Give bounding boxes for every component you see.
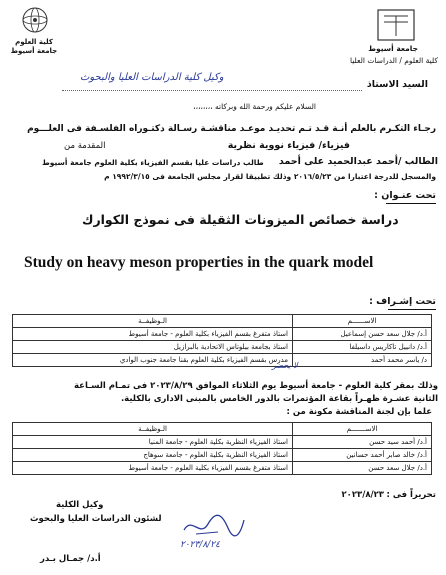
table-row [13,341,432,354]
student-desc: طالب دراسات عليا بقسم الفيزياء بكلية العلوم جامعة أسيوط [42,158,264,167]
english-title: Study on heavy meson properties in the quark model [24,254,374,271]
supervision-col-name: الاســــــم [293,315,432,328]
addressee-handwritten: وكيل كلية الدراسات العليا والبحوث [80,72,224,83]
department-line: كلية العلوم / الدراسات العليا [349,56,438,65]
seal-left-text: كلية العلوم جامعة أسيوط [10,38,58,55]
registration-line: والمسجل للدرجة اعتبارا من ٢٠١٦/٥/٢٣ وذلك تطبيقا لقرار مجلس الجامعة فى ١٩٩٢/٣/١٥ م [104,172,436,181]
member-job: استاذ متفرغ بقسم الفيزياء بكلية العلوم - جامعة أسيوط [13,462,293,475]
member-name: أ.د/ أحمد سيد حسن [293,436,432,449]
member-job: استاذ الفيزياء النظرية بكلية العلوم - جامعة سوهاج [13,449,293,462]
body-line1: رجـاء التكـرم بالعلم أنـة قـد تـم تحديـد موعـد مناقشـة رسـالة دكتـوراه الفلسـفة فى العلـــوم [27,124,436,134]
arabic-title: دراسة خصائص الميزونات الثقيلة فى نموذج الكوارك [82,212,399,227]
schedule-line1: وذلك بمقر كلية العلوم - جامعة أسيوط يوم الثلاثاء الموافق ٢٠٢٣/٨/٢٩ فى تمـام السـاعة [74,381,438,391]
title-underline [386,203,436,204]
committee-col-job: الـوظيفــة [13,423,293,436]
committee-label: علما بإن لجنة المناقشة مكونة من : [286,407,432,417]
seal-right-text: جامعة أسيوط [368,44,418,53]
title-label: تحت عنـوان : [374,190,436,201]
greeting: السلام عليكم ورحمة الله وبركاته ،،،،،،،، [193,102,316,111]
member-job: استاذ الفيزياء النظرية بكلية العلوم - جامعة المنيا [13,436,293,449]
supervisor-name: أ.د/ دانييل تاكاريس داسيلفا [293,341,432,354]
supervisor-name: أ.د/ جلال سعد حسن إسماعيل [293,328,432,341]
addressee-label: السيد الاستاذ [366,79,428,90]
supervisor-job: مدرس بقسم الفيزياء بكلية العلوم بقنا جامعة جنوب الوادي [13,354,293,367]
supervisor-name-text: د/ ياسر محمد أحمد [371,356,427,364]
table-row [13,436,432,449]
supervisor-job: استاذ بجامعة بيلوتاس الاتحادية بالبرازيل [13,341,293,354]
member-name: أ.د/ خالد صابر أحمد حسانين [293,449,432,462]
date-value: ٢٠٢٣/٨/٢٣ [341,490,384,500]
table-row [13,354,432,367]
supervision-label: تحت إشـراف : [369,296,436,307]
body-line2-field: فيزياء/ فيزياء نووية نظرية [227,140,350,151]
supervision-col-job: الـوظيفــة [13,315,293,328]
faculty-emblem-logo [374,6,418,44]
supervisor-name [293,354,432,367]
student-label: الطالب / [397,156,438,167]
handwritten-date: ٢٠٢٣/٨/٢٤ [180,540,220,550]
addressee-dotted-line [62,90,362,91]
table-row [13,449,432,462]
date-label: تحريراً فى : [386,490,436,500]
committee-table [12,422,432,475]
vice-dean-title: وكيل الكلية [56,500,104,510]
supervision-table [12,314,432,367]
table-row [13,328,432,341]
supervision-underline [388,309,436,310]
committee-col-name: الاســـــــم [293,423,432,436]
supervisor-job: استاذ متفرغ بقسم الفيزياء بكلية العلوم - جامعة أسيوط [13,328,293,341]
body-line2-suffix: المقدمة من [64,141,106,151]
student-name: أحمد عبدالحميد على أحمد [278,156,398,167]
handwritten-note: لا يحضر [272,361,298,370]
vice-dean-name: أ.د/ جمـال بـدر [40,554,101,564]
member-name: أ.د/ جلال سعد حسن [293,462,432,475]
vice-dean-subtitle: لشئون الدراسات العليا والبحوث [30,514,162,524]
table-row [13,462,432,475]
schedule-line2: الثانية عشـرة ظهـراً بقاعة المؤتمرات بالدور الخامس بالمبنى الادارى بالكلية. [120,394,438,404]
